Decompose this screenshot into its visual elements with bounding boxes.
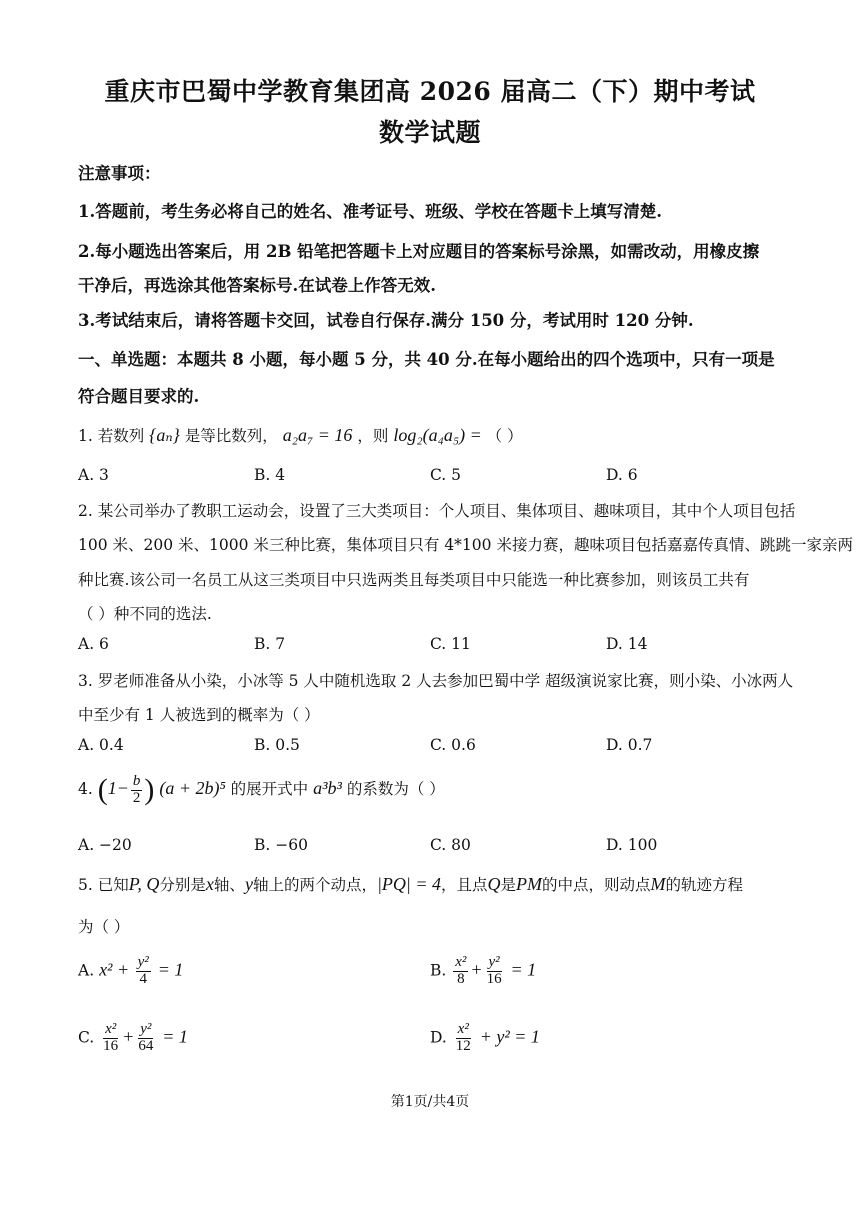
question-3-line2: 中至少有 1 人被选到的概率为（ ）	[78, 706, 320, 724]
q5-option-a: A. x² + $\frac{\text{y²}}{4}$ = 1	[78, 954, 184, 987]
q4-term: a³b³	[313, 778, 342, 798]
q5-option-c: C. $\frac{\text{x²}}{16}$ + $\frac{\text{y²}}{64}$ = 1	[78, 1021, 188, 1054]
notes-heading: 注意事项：	[78, 164, 161, 183]
question-2-line1: 2. 某公司举办了教职工运动会，设置了三大类项目：个人项目、集体项目、趣味项目，其中个人项目包括	[78, 502, 796, 520]
q4-option-c: C. 80	[430, 836, 471, 854]
q2-option-d: D. 14	[606, 635, 648, 653]
question-5-line2: 为（ ）	[78, 918, 130, 936]
q3-option-c: C. 0.6	[430, 736, 476, 754]
q5-option-b: B. $\frac{\text{x²}}{8}$ + $\frac{\text{y²}}{16}$ = 1	[430, 954, 537, 987]
section-1-heading-line1: 一、单选题：本题共 8 小题，每小题 5 分，共 40 分.在每小题给出的四个选项中，只有一项是	[78, 350, 775, 369]
q1-condition: a₂a₇ = 16	[282, 425, 353, 445]
q2-option-a: A. 6	[78, 635, 109, 653]
q2-option-b: B. 7	[254, 635, 286, 653]
q4-option-b: B. −60	[254, 836, 308, 854]
question-2-line3: 种比赛.该公司一名员工从这三类项目中只选两类且每类项目中只能选一种比赛参加，则该员工共有	[78, 571, 750, 589]
q1-option-b: B. 4	[254, 466, 286, 484]
q3-option-b: B. 0.5	[254, 736, 300, 754]
question-4: 4. (1− $\frac{b}{2}$ ) (a + 2b)⁵ 的展开式中 a³b³ 的系数为（ ）	[78, 772, 445, 806]
q1-option-d: D. 6	[606, 466, 638, 484]
section-1-heading-line2: 符合题目要求的.	[78, 387, 200, 406]
q1-expression: log₂(a₄a₅) =	[393, 425, 482, 445]
question-2-line4: （ ）种不同的选法.	[78, 605, 212, 623]
note-3: 3.考试结束后，请将答题卡交回，试卷自行保存.满分 150 分，考试用时 120 分钟.	[78, 311, 694, 330]
q3-option-a: A. 0.4	[78, 736, 124, 754]
page-footer: 第1页/共4页	[390, 1094, 470, 1110]
question-3-line1: 3. 罗老师准备从小染，小冰等 5 人中随机选取 2 人去参加巴蜀中学 超级演说家比赛，则小染、小冰两人	[78, 672, 794, 690]
q4-binomial: (a + 2b)⁵	[159, 778, 226, 798]
exam-subtitle: 数学试题	[378, 118, 481, 147]
q4-option-d: D. 100	[606, 836, 658, 854]
q2-option-c: C. 11	[430, 635, 471, 653]
note-2-line2: 干净后，再选涂其他答案标号.在试卷上作答无效.	[78, 276, 436, 295]
q3-option-d: D. 0.7	[606, 736, 653, 754]
q4-option-a: A. −20	[78, 836, 132, 854]
q4-fraction: $\frac{b}{2}$	[132, 772, 141, 806]
sequence-notation: {aₙ}	[149, 425, 180, 445]
exam-title: 重庆市巴蜀中学教育集团高 2026 届高二（下）期中考试	[104, 77, 756, 106]
question-5-line1: 5. 已知P, Q分别是x轴、y轴上的两个动点，|PQ| = 4，且点Q是PM的中点，则动点M的轨迹方程	[78, 874, 744, 894]
question-2-line2: 100 米、200 米、1000 米三种比赛，集体项目只有 4*100 米接力赛，趣味项目包括嘉嘉传真情、跳跳一家亲两	[78, 536, 853, 554]
q1-option-c: C. 5	[430, 466, 462, 484]
note-2-line1: 2.每小题选出答案后，用 2B 铅笔把答题卡上对应题目的答案标号涂黑，如需改动，用橡皮擦	[78, 242, 760, 261]
q1-option-a: A. 3	[78, 466, 109, 484]
note-1: 1.答题前，考生务必将自己的姓名、准考证号、班级、学校在答题卡上填写清楚.	[78, 202, 662, 221]
question-1: 1. 若数列 {aₙ} 是等比数列， a₂a₇ = 16 ，则 log₂(a₄a₅) = （ ）	[78, 425, 523, 445]
q5-option-d: D. $\frac{\text{x²}}{12}$ + y² = 1	[430, 1021, 540, 1054]
